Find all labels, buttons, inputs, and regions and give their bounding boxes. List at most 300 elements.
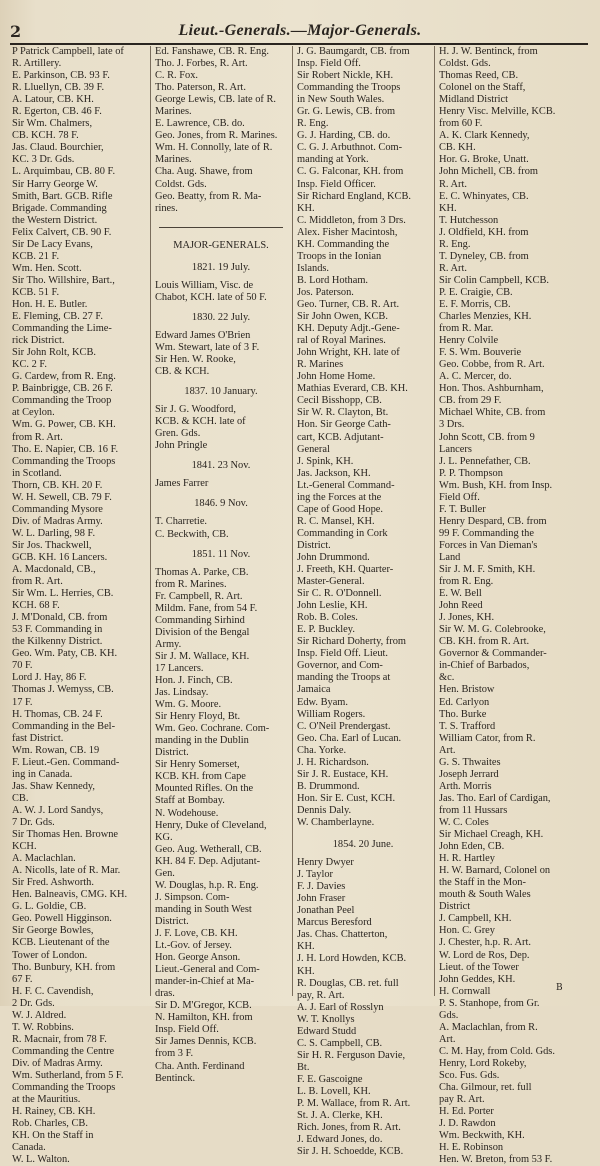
officer-entry: John Fraser	[297, 893, 346, 905]
officer-entry: Marcus Beresford	[297, 917, 372, 929]
officer-entry: fast District.	[12, 732, 64, 744]
officer-entry: G. S. Thwaites	[439, 756, 501, 768]
officer-entry: H. W. Barnard, Colonel on	[439, 865, 551, 877]
officer-entry: Staff at Bombay.	[155, 795, 225, 807]
officer-entry: Dennis Daly.	[297, 804, 352, 816]
officer-entry: Henry Dwyer	[297, 857, 354, 869]
officer-entry: Sir Thomas Hen. Browne	[12, 829, 119, 841]
officer-entry: E. C. Whinyates, CB.	[439, 190, 529, 202]
officer-entry: Ed. Carlyon	[439, 696, 490, 708]
officer-entry: Jas. Claud. Bourchier,	[12, 142, 104, 154]
officer-entry: G. L. Goldie, CB.	[12, 901, 87, 913]
officer-entry: Insp. Field Off. Lieut.	[297, 648, 389, 660]
officer-entry: John Geddes, KH.	[439, 973, 516, 985]
officer-entry: Sir Richard England, KCB.	[297, 190, 411, 202]
officer-entry: from R. Mar.	[439, 323, 494, 335]
date-heading: 1837. 10 January.	[184, 386, 258, 398]
officer-entry: Sir W. R. Clayton, Bt.	[297, 407, 389, 419]
officer-entry: R. Art.	[439, 262, 468, 274]
officer-entry: J. Spink, KH.	[297, 455, 354, 467]
officer-entry: H. R. Hartley	[439, 853, 495, 865]
officer-entry: Jas. Chas. Chatterton,	[297, 929, 388, 941]
officer-entry: Commanding the Lime-	[12, 323, 112, 335]
officer-entry: Lord J. Hay, 86 F.	[12, 672, 87, 684]
officer-entry: CB.	[12, 792, 29, 804]
officer-entry: R. Marines	[297, 359, 344, 371]
officer-entry: Tho. Paterson, R. Art.	[155, 82, 246, 94]
officer-entry: G. J. Harding, CB. do.	[297, 130, 391, 142]
officer-entry: from R. Art.	[12, 431, 63, 443]
officer-entry: Rob. B. Coles.	[297, 612, 358, 624]
officer-entry: Lt.-Gov. of Jersey.	[155, 940, 232, 952]
officer-entry: KCH. 68 F.	[12, 600, 60, 612]
officer-entry: W. H. Sewell, CB. 79 F.	[12, 491, 112, 503]
officer-entry: Jamaica	[297, 684, 331, 696]
officer-entry: Louis William, Visc. de	[155, 279, 254, 291]
officer-entry: C. R. Fox.	[155, 70, 199, 82]
officer-entry: Hon. Sir George Cath-	[297, 419, 391, 431]
officer-entry: H. Rainey, CB. KH.	[12, 1106, 96, 1118]
officer-entry: Governor, and Com-	[297, 660, 383, 672]
officer-entry: Henry, Lord Rokeby,	[439, 1057, 527, 1069]
officer-entry: Lancers	[439, 443, 472, 455]
officer-entry: Geo. Beatty, from R. Ma-	[155, 190, 262, 202]
column-1	[10, 46, 149, 1166]
officer-entry: Commanding in Cork	[297, 527, 388, 539]
officer-entry: Henry, Duke of Cleveland,	[155, 819, 267, 831]
officer-entry: E. Fleming, CB. 27 F.	[12, 311, 103, 323]
officer-entry: KH. Deputy Adjt.-Gene-	[297, 323, 400, 335]
officer-entry: Sir Tho. Willshire, Bart.,	[12, 274, 115, 286]
officer-entry: Lieut.-General and Com-	[155, 964, 260, 976]
officer-entry: Sir J. G. Woodford,	[155, 404, 236, 416]
officer-entry: P. Bainbrigge, CB. 26 F.	[12, 383, 113, 395]
officer-entry: Geo. Powell Higginson.	[12, 913, 112, 925]
officer-entry: James Farrer	[155, 478, 209, 490]
officer-entry: CB. KH.	[439, 142, 476, 154]
officer-entry: KH. On the Staff in	[12, 1130, 94, 1142]
officer-entry: T. Dyneley, CB. from	[439, 250, 529, 262]
officer-entry: J. Campbell, KH.	[439, 913, 512, 925]
officer-entry: Coldst. Gds.	[439, 58, 491, 70]
officer-entry: Tho. Bunbury, KH. from	[12, 961, 116, 973]
officer-entry: W. J. Aldred.	[12, 1009, 67, 1021]
officer-entry: Michael White, CB. from	[439, 407, 546, 419]
officer-entry: J. Chester, h.p. R. Art.	[439, 937, 531, 949]
officer-entry: KC. 3 Dr. Gds.	[12, 154, 75, 166]
officer-entry: manding at York.	[297, 154, 369, 166]
officer-entry: ing the Forces at the	[297, 491, 382, 503]
officer-entry: Cha. Yorke.	[297, 744, 347, 756]
officer-entry: Gen.	[155, 867, 175, 879]
officer-entry: 70 F.	[12, 660, 33, 672]
officer-entry: J. Simpson. Com-	[155, 891, 230, 903]
officer-entry: A. Latour, CB. KH.	[12, 94, 94, 106]
officer-entry: A. W. J. Lord Sandys,	[12, 804, 104, 816]
officer-entry: T. W. Robbins.	[12, 1021, 74, 1033]
officer-entry: Art.	[439, 1033, 456, 1045]
officer-entry: W. T. Knollys	[297, 1013, 355, 1025]
officer-entry: Commanding Mysore	[12, 503, 103, 515]
officer-entry: P. E. Craigie, CB.	[439, 286, 513, 298]
officer-entry: KG.	[155, 831, 173, 843]
officer-entry: Commanding the Troops	[12, 455, 116, 467]
officer-entry: John Eden, CB.	[439, 841, 505, 853]
officer-entry: A. Maclachlan.	[12, 853, 76, 865]
officer-entry: Sir Henry Floyd, Bt.	[155, 711, 241, 723]
officer-entry: B. Lord Hotham.	[297, 274, 368, 286]
officer-entry: C. Middleton, from 3 Drs.	[297, 214, 406, 226]
officer-entry: Brigade. Commanding	[12, 202, 107, 214]
officer-entry: F. T. Buller	[439, 503, 486, 515]
officer-entry: 53 F. Commanding in	[12, 624, 103, 636]
officer-entry: Thomas A. Parke, CB.	[155, 566, 249, 578]
officer-entry: N. Hamilton, KH. from	[155, 1012, 253, 1024]
officer-entry: Edw. Byam.	[297, 696, 348, 708]
officer-entry: C. S. Campbell, CB.	[297, 1037, 383, 1049]
officer-entry: E. Lawrence, CB. do.	[155, 118, 245, 130]
officer-entry: Sir John Rolt, KCB.	[12, 347, 97, 359]
officer-entry: Sir Colin Campbell, KCB.	[439, 274, 549, 286]
officer-entry: J. Oldfield, KH. from	[439, 226, 529, 238]
officer-entry: Mathias Everard, CB. KH.	[297, 383, 408, 395]
officer-entry: KCB. KH. from Cape	[155, 771, 246, 783]
officer-entry: H. E. Robinson	[439, 1142, 504, 1154]
officer-entry: KCB. & KCH. late of	[155, 416, 246, 428]
officer-entry: W. Lord de Ros, Dep.	[439, 949, 530, 961]
officer-entry: A. Nicolls, late of R. Mar.	[12, 865, 121, 877]
officer-entry: Hon. George Anson.	[155, 952, 241, 964]
officer-entry: KH.	[297, 202, 315, 214]
officer-entry: Rob. Charles, CB.	[12, 1118, 88, 1130]
officer-entry: from 3 F.	[155, 1048, 194, 1060]
officer-entry: Geo. Jones, from R. Marines.	[155, 130, 278, 142]
officer-entry: CB. KCH. 78 F.	[12, 130, 79, 142]
officer-entry: Insp. Field Officer.	[297, 178, 376, 190]
officer-entry: J. H. Richardson.	[297, 756, 369, 768]
officer-entry: District.	[155, 747, 189, 759]
officer-entry: CB. & KCH.	[155, 366, 210, 378]
officer-entry: J. Jones, KH.	[439, 612, 495, 624]
officer-entry: Sir J. M. Wallace, KH.	[155, 650, 250, 662]
officer-entry: in-Chief of Barbados,	[439, 660, 530, 672]
officer-entry: Arth. Morris	[439, 780, 492, 792]
officer-entry: Sir George Bowles,	[12, 925, 94, 937]
officer-entry: Hen. Balneavis, CMG. KH.	[12, 889, 128, 901]
officer-entry: Sir H. R. Ferguson Davie,	[297, 1049, 406, 1061]
officer-entry: John Wright, KH. late of	[297, 347, 400, 359]
officer-entry: B. Drummond.	[297, 780, 360, 792]
officer-entry: Cape of Good Hope.	[297, 503, 383, 515]
officer-entry: Sir C. R. O'Donnell.	[297, 588, 382, 600]
officer-entry: Canada.	[12, 1142, 46, 1154]
officer-entry: Felix Calvert, CB. 90 F.	[12, 226, 112, 238]
officer-entry: Commanding Sirhind	[155, 614, 245, 626]
officer-entry: KCB. 51 F.	[12, 286, 60, 298]
officer-entry: GCB. KH. 16 Lancers.	[12, 551, 108, 563]
officer-entry: F. S. Wm. Bouverie	[439, 347, 522, 359]
officer-entry: 7 Dr. Gds.	[12, 817, 55, 828]
officer-entry: St. J. A. Clerke, KH.	[297, 1110, 383, 1122]
officer-entry: John Home Home.	[297, 371, 376, 383]
officer-entry: Gren. Gds.	[155, 428, 201, 440]
officer-entry: Governor & Commander-	[439, 648, 547, 660]
officer-entry: Sir Michael Creagh, KH.	[439, 829, 544, 841]
officer-entry: Sir J. M. F. Smith, KH.	[439, 564, 536, 576]
officer-entry: Wm. Geo. Cochrane. Com-	[155, 723, 270, 735]
running-title: Lieut.-Generals.—Major-Generals.	[178, 22, 422, 39]
officer-entry: Div. of Madras Army.	[12, 1057, 103, 1069]
officer-entry: from 11 Hussars	[439, 804, 508, 816]
officer-entry: Coldst. Gds.	[155, 178, 207, 190]
date-heading: 1846. 9 Nov.	[194, 498, 248, 510]
officer-entry: Midland District	[439, 94, 508, 106]
officer-entry: J. L. Pennefather, CB.	[439, 455, 531, 467]
officer-entry: Sir Wm. Chalmers,	[12, 118, 93, 130]
officer-entry: T. Charretie.	[155, 516, 208, 528]
officer-entry: Geo. Turner, CB. R. Art.	[297, 298, 400, 310]
officer-entry: KCB. 21 F.	[12, 250, 60, 262]
officer-entry: 99 F. Commanding the	[439, 527, 534, 539]
officer-entry: L. Arquimbau, CB. 80 F.	[12, 166, 116, 178]
officer-entry: KCH.	[12, 841, 37, 853]
officer-entry: W. L. Walton.	[12, 1154, 70, 1166]
officer-entry: manding in the Dublin	[155, 735, 249, 747]
officer-entry: Insp. Field Off.	[155, 1024, 219, 1036]
officer-entry: KH. 84 F. Dep. Adjutant-	[155, 855, 261, 867]
officer-entry: C. G. Falconar, KH. from	[297, 166, 404, 178]
officer-entry: pay R. Art.	[439, 1094, 485, 1106]
officer-entry: F. E. Gascoigne	[297, 1073, 363, 1085]
officer-entry: at the Mauritius.	[12, 1094, 81, 1106]
officer-entry: manding the Troops at	[297, 672, 391, 684]
officer-entry: Tho. E. Napier, CB. 16 F.	[12, 443, 119, 455]
officer-entry: John Scott, CB. from 9	[439, 431, 535, 443]
section-divider	[159, 227, 283, 228]
officer-entry: J. M'Donald, CB. from	[12, 612, 108, 624]
officer-entry: Sir J. H. Schoedde, KCB.	[297, 1146, 404, 1158]
officer-entry: Wm. Beckwith, KH.	[439, 1130, 525, 1142]
officer-entry: General	[297, 443, 330, 455]
officer-entry: W. Douglas, h.p. R. Eng.	[155, 879, 259, 891]
officer-entry: District	[439, 901, 471, 913]
officer-entry: dras.	[155, 988, 175, 1000]
officer-entry: Hon. H. E. Butler.	[12, 298, 88, 310]
officer-entry: G. Cardew, from R. Eng.	[12, 371, 116, 383]
officer-entry: Sir J. R. Eustace, KH.	[297, 768, 389, 780]
officer-entry: from 60 F.	[439, 118, 483, 130]
officer-entry: J. Edward Jones, do.	[297, 1134, 383, 1146]
officer-entry: Jas. Lindsay.	[155, 687, 209, 699]
officer-entry: Wm. Stewart, late of 3 F.	[155, 341, 260, 353]
officer-entry: E. F. Morris, CB.	[439, 298, 511, 310]
officer-entry: Jas. Jackson, KH.	[297, 467, 371, 479]
officer-entry: C. G. J. Arbuthnot. Com-	[297, 142, 403, 154]
officer-entry: Marines.	[155, 106, 192, 118]
page-number: 2	[10, 22, 22, 41]
officer-entry: J. G. Baumgardt, CB. from	[297, 46, 410, 57]
officer-entry: R. C. Mansel, KH.	[297, 515, 375, 527]
officer-entry: R. Eng.	[297, 118, 329, 130]
officer-entry: R. Egerton, CB. 46 F.	[12, 106, 102, 118]
officer-entry: rines.	[155, 202, 178, 214]
officer-entry: Div. of Madras Army.	[12, 515, 103, 527]
officer-entry: Geo. Aug. Wetherall, CB.	[155, 843, 262, 855]
officer-entry: W. Chamberlayne.	[297, 817, 375, 828]
officer-entry: Wm. G. Power, CB. KH.	[12, 419, 116, 431]
officer-entry: R. Eng.	[439, 238, 471, 250]
officer-entry: Insp. Field Off.	[297, 58, 361, 70]
officer-entry: from R. Eng.	[439, 576, 494, 588]
officer-entry: Alex. Fisher Macintosh,	[297, 226, 398, 238]
officer-entry: Sir De Lacy Evans,	[12, 238, 93, 250]
officer-entry: Charles Menzies, KH.	[439, 311, 532, 323]
officer-entry: KH.	[439, 202, 457, 214]
officer-entry: from R. Marines.	[155, 578, 227, 590]
officer-entry: R. Douglas, CB. ret. full	[297, 977, 399, 989]
officer-entry: Sir W. M. G. Colebrooke,	[439, 624, 546, 636]
officer-entry: Sco. Fus. Gds.	[439, 1069, 500, 1081]
officer-entry: Cha. Aug. Shawe, from	[155, 166, 253, 178]
officer-entry: L. B. Lovell, KH.	[297, 1085, 371, 1097]
officer-entry: KH. Commanding the	[297, 238, 390, 250]
officer-entry: Geo. Cha. Earl of Lucan.	[297, 732, 402, 744]
officer-entry: Sir Wm. L. Herries, CB.	[12, 588, 114, 600]
officer-entry: Tho. J. Forbes, R. Art.	[155, 58, 248, 70]
officer-entry: Lieut. of the Tower	[439, 961, 519, 973]
officer-entry: mander-in-Chief at Ma-	[155, 976, 255, 988]
officer-entry: Thomas Reed, CB.	[439, 70, 519, 82]
date-heading: 1830. 22 July.	[191, 311, 251, 323]
officer-entry: A. Macdonald, CB.,	[12, 564, 96, 576]
officer-entry: Ed. Fanshawe, CB. R. Eng.	[155, 46, 270, 57]
officer-entry: J. Taylor	[297, 869, 334, 881]
officer-entry: R. Lluellyn, CB. 39 F.	[12, 82, 105, 94]
officer-entry: Troops in the Ionian	[297, 250, 382, 262]
header-rule	[10, 43, 588, 45]
officer-entry: Jas. Tho. Earl of Cardigan,	[439, 792, 551, 804]
officer-entry: Hen. Bristow	[439, 684, 495, 696]
officer-entry: R. Artillery.	[12, 58, 62, 70]
officer-entry: Commanding in the Bel-	[12, 720, 116, 732]
officer-entry: Gds.	[439, 1009, 459, 1021]
officer-entry: Thorn, CB. KH. 20 F.	[12, 479, 103, 491]
officer-entry: ral of Royal Marines.	[297, 335, 386, 347]
officer-entry: John Michell, CB. from	[439, 166, 538, 178]
officer-entry: Sir Jos. Thackwell,	[12, 539, 92, 551]
officer-entry: Wm. Hen. Scott.	[12, 262, 82, 274]
date-heading: 1841. 23 Nov.	[191, 460, 251, 472]
officer-entry: KH.	[297, 941, 315, 953]
officer-entry: A. Maclachlan, from R.	[439, 1021, 538, 1033]
officer-entry: Master-General.	[297, 576, 365, 588]
officer-entry: Sir Robert Nickle, KH.	[297, 70, 394, 82]
officer-entry: Wm. Rowan, CB. 19	[12, 744, 100, 756]
officer-entry: H. Thomas, CB. 24 F.	[12, 708, 103, 720]
officer-entry: E. P. Buckley.	[297, 624, 355, 636]
officer-entry: H. F. C. Cavendish,	[12, 985, 94, 997]
officer-entry: in New South Wales.	[297, 94, 385, 106]
officer-entry: Sir Richard Doherty, from	[297, 636, 406, 648]
officer-entry: Jas. Shaw Kennedy,	[12, 780, 96, 792]
officer-entry: Hon. Thos. Ashburnham,	[439, 383, 544, 395]
officer-entry: &c.	[439, 672, 455, 684]
officer-entry: W. L. Darling, 98 F.	[12, 527, 96, 539]
date-heading: 1821. 19 July.	[191, 261, 251, 273]
column-2	[150, 46, 291, 1084]
officer-entry: mouth & South Wales	[439, 889, 531, 901]
officer-entry: Division of the Bengal	[155, 626, 250, 638]
officer-entry: Sir Fred. Ashworth.	[12, 877, 94, 889]
officer-entry: 2 Dr. Gds.	[12, 997, 55, 1009]
officer-entry: P. S. Stanhope, from Gr.	[439, 997, 540, 1009]
officer-entry: Sir Hen. W. Rooke,	[155, 353, 236, 365]
officer-entry: J. Freeth, KH. Quarter-	[297, 564, 394, 576]
officer-entry: H. Ed. Porter	[439, 1106, 494, 1118]
officer-entry: E. W. Bell	[439, 588, 482, 600]
officer-entry: Hon. Sir E. Cust, KCH.	[297, 792, 396, 804]
officer-entry: P Patrick Campbell, late of	[12, 46, 124, 57]
officer-entry: Mounted Rifles. On the	[155, 783, 254, 795]
officer-entry: William Cator, from R.	[439, 732, 536, 744]
officer-entry: Art.	[439, 744, 456, 756]
officer-entry: KCB. Lieutenant of the	[12, 937, 110, 949]
officer-entry: Cha. Gilmour, ret. full	[439, 1082, 532, 1094]
officer-entry: R. Art.	[439, 178, 468, 190]
date-heading: 1854. 20 June.	[332, 839, 394, 851]
date-heading: 1851. 11 Nov.	[191, 548, 251, 560]
officer-entry: Gr. G. Lewis, CB. from	[297, 106, 396, 118]
officer-entry: F. J. Davies	[297, 881, 346, 893]
officer-entry: Army.	[155, 638, 182, 650]
signature-mark: B	[556, 983, 563, 993]
officer-entry: John Pringle	[155, 440, 208, 452]
officer-entry: H. Cornwall	[439, 985, 491, 997]
officer-entry: KH.	[297, 965, 315, 977]
officer-entry: 67 F.	[12, 973, 33, 985]
officer-entry: J. D. Rawdon	[439, 1118, 496, 1130]
officer-entry: Rich. Jones, from R. Art.	[297, 1122, 401, 1134]
officer-entry: Hen. W. Breton, from 53 F.	[439, 1154, 553, 1166]
officer-entry: KC. 2 F.	[12, 359, 47, 371]
officer-entry: Wm. Bush, KH. from Insp.	[439, 479, 553, 491]
page-header	[10, 22, 590, 44]
officer-entry: A. J. Earl of Rosslyn	[297, 1001, 384, 1013]
officer-entry: Edward James O'Brien	[155, 329, 251, 341]
officer-entry: Commanding the Troop	[12, 395, 112, 407]
officer-entry: Jos. Paterson.	[297, 286, 354, 298]
officer-entry: W. C. Coles	[439, 817, 489, 828]
officer-entry: P. P. Thompson	[439, 467, 503, 479]
officer-entry: at Ceylon.	[12, 407, 55, 419]
officer-entry: Commanding the Troops	[12, 1082, 116, 1094]
officer-entry: J. H. Lord Howden, KCB.	[297, 953, 407, 965]
officer-entry: Commanding the Centre	[12, 1045, 115, 1057]
officer-entry: Sir D. M'Gregor, KCB.	[155, 1000, 252, 1012]
officer-entry: District.	[155, 915, 189, 927]
officer-entry: Chabot, KCH. late of 50 F.	[155, 291, 267, 303]
officer-entry: T. S. Trafford	[439, 720, 496, 732]
officer-entry: H. J. W. Bentinck, from	[439, 46, 538, 57]
officer-entry: C. O'Neil Prendergast.	[297, 720, 391, 732]
officer-entry: C. Beckwith, CB.	[155, 528, 229, 540]
officer-entry: Colonel on the Staff,	[439, 82, 526, 94]
officer-entry: cart, KCB. Adjutant-	[297, 431, 384, 443]
officer-entry: C. M. Hay, from Cold. Gds.	[439, 1045, 555, 1057]
officer-entry: Tho. Burke	[439, 708, 487, 720]
officer-entry: from R. Art.	[12, 576, 63, 588]
officer-entry: A. C. Mercer, do.	[439, 371, 512, 383]
